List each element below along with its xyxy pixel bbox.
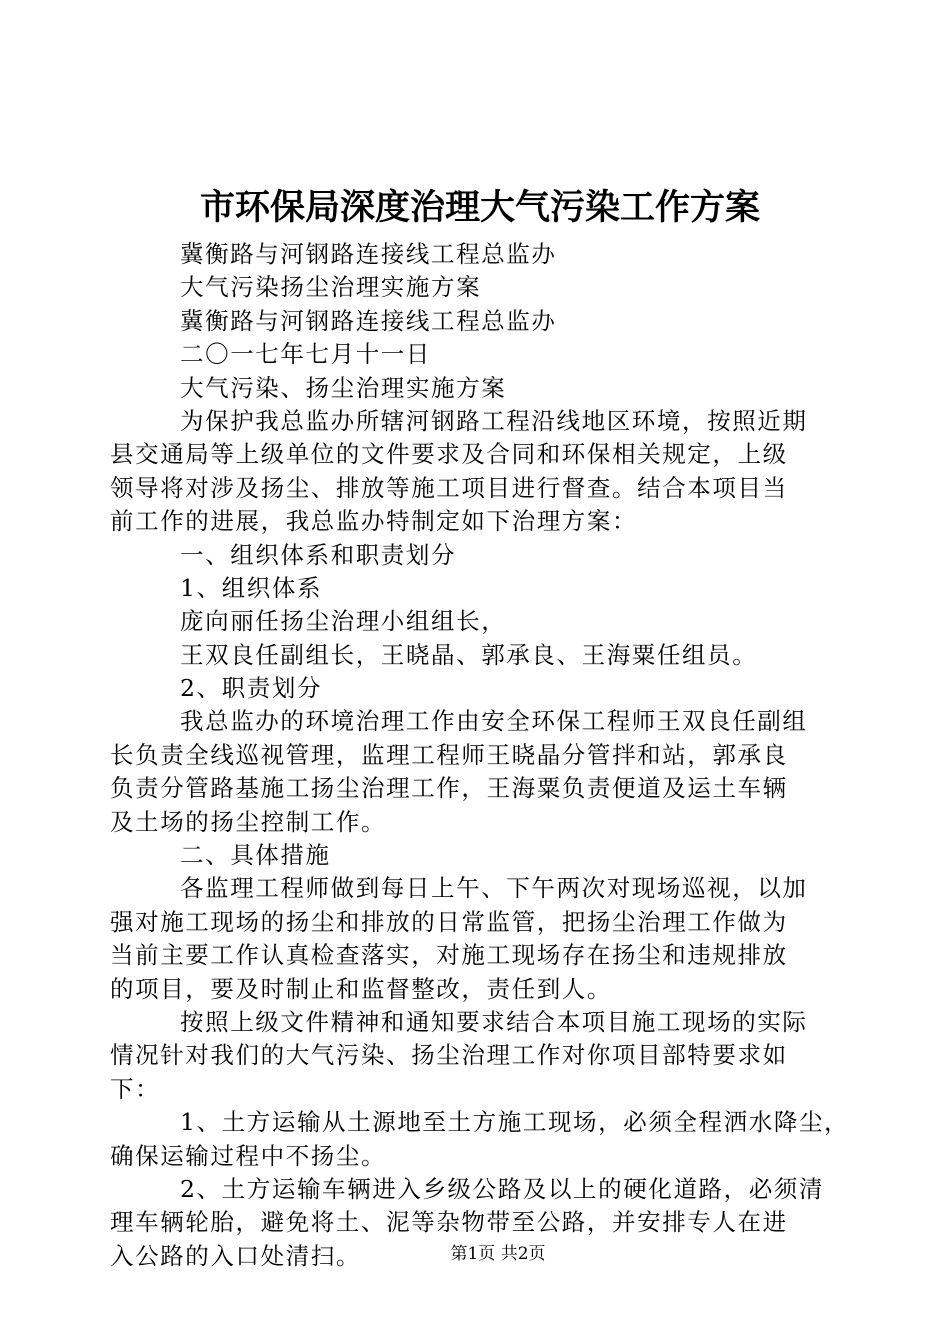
body-line: 大气污染扬尘治理实施方案 (180, 273, 482, 302)
page-footer: 第1页 共2页 (450, 1244, 546, 1264)
body-line: 入公路的入口处清扫。 (110, 1241, 361, 1270)
document-body (110, 238, 850, 1273)
body-line: 大气污染、扬尘治理实施方案 (180, 373, 507, 402)
body-line: 冀衡路与河钢路连接线工程总监办 (180, 240, 557, 268)
body-line: 2、土方运输车辆进入乡级公路及以上的硬化道路，必须清 (180, 1174, 825, 1203)
body-line: 为保护我总监办所辖河钢路工程沿线地区环境，按照近期 (180, 406, 808, 435)
body-line: 确保运输过程中不扬尘。 (110, 1141, 387, 1170)
body-line: 2、职责划分 (180, 674, 323, 703)
body-line: 长负责全线巡视管理，监理工程师王晓晶分管拌和站，郭承良 (110, 740, 788, 769)
body-line: 二〇一七年七月十一日 (180, 340, 431, 369)
body-line: 冀衡路与河钢路连接线工程总监办 (180, 306, 557, 335)
body-line: 情况针对我们的大气污染、扬尘治理工作对你项目部特要求如 (110, 1041, 788, 1070)
body-line: 领导将对涉及扬尘、排放等施工项目进行督查。结合本项目当 (110, 473, 788, 502)
body-line: 王双良任副组长，王晓晶、郭承良、王海粟任组员。 (180, 640, 758, 669)
body-line: 当前主要工作认真检查落实，对施工现场存在扬尘和违规排放 (110, 941, 788, 970)
body-line: 前工作的进展，我总监办特制定如下治理方案： (110, 507, 638, 536)
body-line: 一、组织体系和职责划分 (180, 540, 457, 569)
body-line: 负责分管路基施工扬尘治理工作，王海粟负责便道及运土车辆 (110, 774, 788, 803)
body-line: 二、具体措施 (180, 841, 331, 870)
body-line: 的项目，要及时制止和监督整改，责任到人。 (110, 974, 612, 1003)
body-line: 1、土方运输从土源地至土方施工现场，必须全程洒水降尘， (180, 1108, 850, 1137)
body-line: 各监理工程师做到每日上午、下午两次对现场巡视，以加 (180, 874, 808, 903)
body-line: 强对施工现场的扬尘和排放的日常监管，把扬尘治理工作做为 (110, 907, 788, 936)
body-line: 我总监办的环境治理工作由安全环保工程师王双良任副组 (180, 707, 808, 736)
body-line: 及土场的扬尘控制工作。 (110, 807, 387, 836)
body-line: 庞向丽任扬尘治理小组组长， (180, 607, 507, 636)
body-line: 县交通局等上级单位的文件要求及合同和环保相关规定，上级 (110, 440, 788, 469)
body-line: 按照上级文件精神和通知要求结合本项目施工现场的实际 (180, 1007, 808, 1036)
body-line: 下： (110, 1074, 161, 1103)
body-line: 理车辆轮胎，避免将土、泥等杂物带至公路，并安排专人在进 (110, 1208, 788, 1237)
document-title: 市环保局深度治理大气污染工作方案 (199, 187, 760, 228)
body-line: 1、组织体系 (180, 573, 323, 602)
